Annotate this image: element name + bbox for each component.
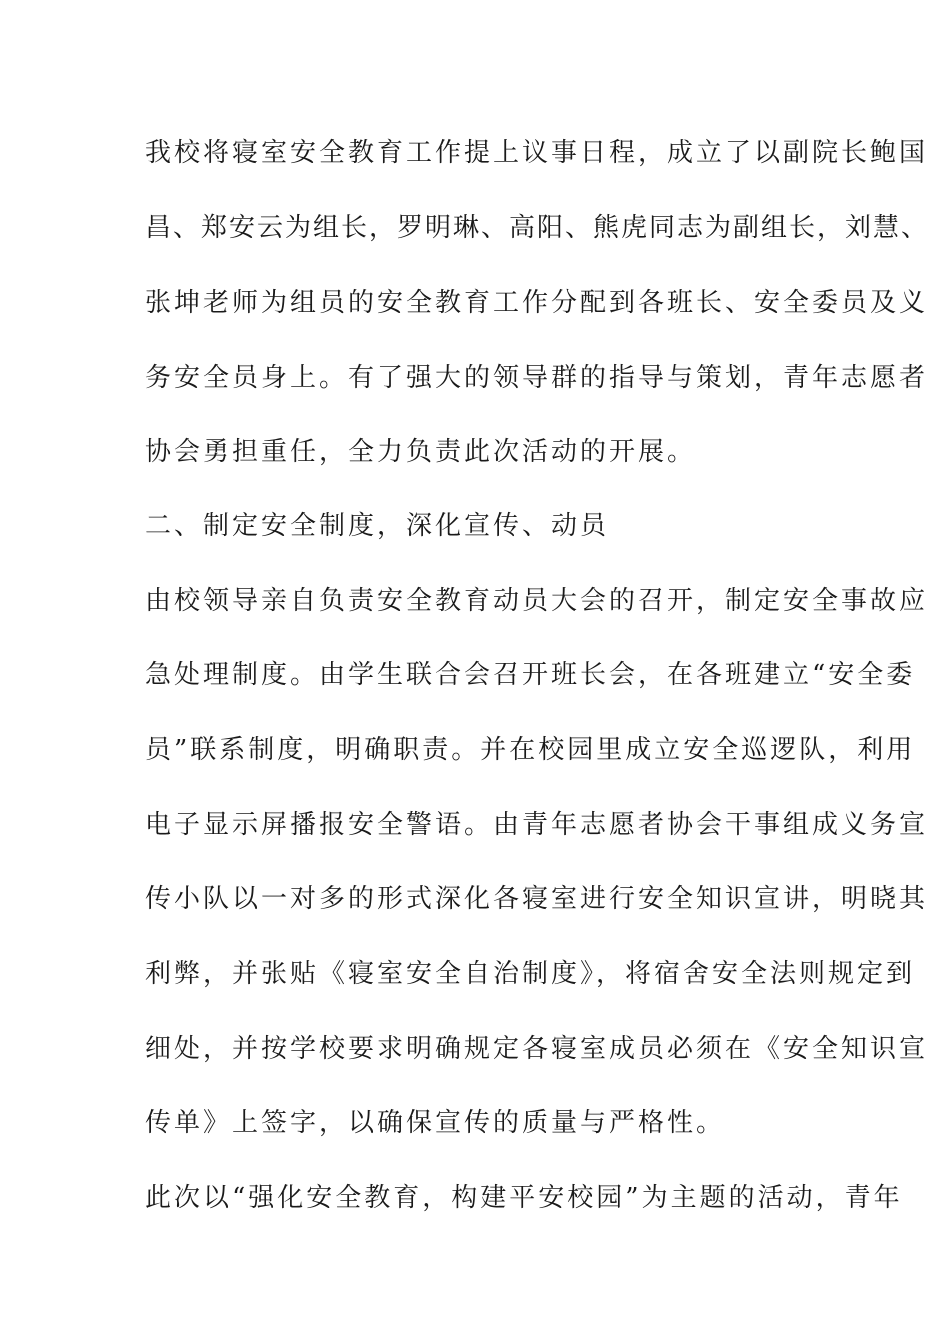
section-heading: 二、制定安全制度，深化宣传、动员 [145, 511, 610, 541]
paragraph-2-line-8: 传单》上签字，以确保宣传的质量与严格性。 [145, 1108, 726, 1138]
paragraph-2-line-6: 利弊，并张贴《寝室安全自治制度》，将宿舍安全法则规定到 [145, 959, 916, 989]
paragraph-2-line-4: 电子显示屏播报安全警语。由青年志愿者协会干事组成义务宣 [145, 810, 929, 840]
paragraph-2-line-7: 细处，并按学校要求明确规定各寝室成员必须在《安全知识宣 [145, 1034, 929, 1064]
paragraph-1-line-1: 我校将寝室安全教育工作提上议事日程，成立了以副院长鲍国 [145, 138, 929, 168]
paragraph-1-line-3: 张坤老师为组员的安全教育工作分配到各班长、安全委员及义 [145, 288, 929, 318]
paragraph-2-line-2: 急处理制度。由学生联合会召开班长会，在各班建立“安全委 [145, 660, 916, 690]
paragraph-2-line-1: 由校领导亲自负责安全教育动员大会的召开，制定安全事故应 [145, 586, 929, 616]
paragraph-1-line-5: 协会勇担重任，全力负责此次活动的开展。 [145, 437, 697, 467]
paragraph-3-line-1: 此次以“强化安全教育，构建平安校园”为主题的活动，青年 [145, 1183, 903, 1213]
paragraph-1-line-4: 务安全员身上。有了强大的领导群的指导与策划，青年志愿者 [145, 363, 929, 393]
paragraph-2-line-5: 传小队以一对多的形式深化各寝室进行安全知识宣讲，明晓其 [145, 884, 929, 914]
paragraph-2-line-3: 员”联系制度，明确职责。并在校园里成立安全巡逻队，利用 [145, 735, 916, 765]
paragraph-1-line-2: 昌、郑安云为组长，罗明琳、高阳、熊虎同志为副组长，刘慧、 [145, 213, 930, 243]
